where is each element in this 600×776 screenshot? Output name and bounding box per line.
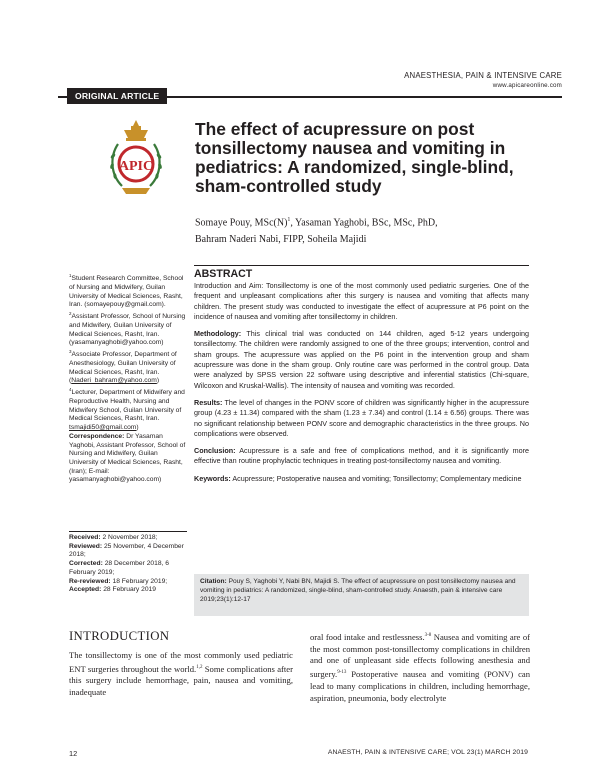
citation-box — [194, 574, 529, 616]
intro-column-2: oral food intake and restlessness.$^{3-8}$ Nausea and vomiting are of the most common post-tonsillectomy complications in children and one of unpleasant side effects following anesthesia and surgery.$^{9-13}$ Postoperative nausea and vomiting (PONV) can lead to many complications in children, including hemorrhage, aspiration, pneumonia, body electrolyte — [310, 631, 530, 703]
methodology-label: Methodology: — [194, 329, 242, 339]
abstract-keywords — [194, 474, 529, 484]
intro-column-1: The tonsillectomy is one of the most commonly used pediatric ENT surgeries throughout the world.$^{1,2}$ Some complications after this surgery include hemorrhage, pain, nausea and vomiting, inadequate — [69, 650, 293, 698]
article-dates — [69, 534, 187, 595]
footer-journal: ANAESTH, PAIN & INTENSIVE CARE; VOL 23(1) MARCH 2019 — [327, 749, 528, 756]
affiliation-1: $^1$Student Research Committee, School of Nursing and Midwifery, Guilan University of Medical Sciences, Rasht, Iran. (somayepouy@gmail.com). — [69, 273, 184, 309]
authors-line-2: Bahram Naderi Nabi, FIPP, Soheila Majidi — [195, 234, 367, 246]
affiliation-3-email-link[interactable]: Naderi_bahram@yahoo.com — [71, 377, 157, 385]
date-accepted: Accepted: 28 February 2019 — [69, 586, 156, 594]
abstract-conclusion — [194, 446, 529, 467]
affiliation-2: $^2$Assistant Professor, School of Nursing and Midwifery, Guilan University of Medical Sciences, Rasht, Iran. (yasamanyaghobi@yahoo.com) — [69, 311, 186, 347]
date-reviewed: Reviewed: 25 November, 4 December 2018; — [69, 542, 184, 559]
abstract-intro: Introduction and Aim: Tonsillectomy is one of the most commonly used pediatric surgeries. One of the frequent and unpleasant complications after this surgery is nausea and vomiting that affects many children. The present study was conducted to investigate the effect of acupressure at P6 point on the incidence of nausea and vomiting after tonsillectomy in children. — [194, 281, 529, 321]
keywords-label: Keywords: — [194, 473, 231, 483]
citation-ref[interactable]: 9-13 — [337, 670, 347, 676]
date-rereviewed: Re-reviewed: 18 February 2019; — [69, 577, 168, 585]
conclusion-label: Conclusion: — [194, 446, 236, 456]
author-1: Somaye Pouy, MSc(N) — [195, 217, 288, 229]
author-list — [195, 212, 525, 248]
affiliation-4-email-link[interactable]: tsmajidi50@gmail.com — [69, 424, 137, 432]
abstract-body — [194, 281, 529, 491]
author-1-affiliation: 1 — [287, 217, 291, 223]
citation-ref[interactable]: 1,2 — [196, 664, 203, 670]
abstract-heading: ABSTRACT — [194, 265, 529, 280]
logo-text: APIC — [118, 159, 154, 174]
affiliation-3: $^3$Associate Professor, Department of Anesthesiology, Guilan University of Medical Sciences, Rasht, Iran. (Naderi_bahram@yahoo.com) — [69, 349, 177, 385]
methodology-text: This clinical trial was conducted on 144 children, aged 5-12 years undergoing tonsillectomy. The children were randomly assigned to one of the three groups; intervention, control and sham groups. The acupressure was applied on the P6 point in the intervention group and sham acupressure was done in the sham group. Only routine care was performed in the control group. Data were analyzed by SPSS version 22 software using descriptive and inferential statistics (Chi-square, Wilcoxon and Kruskal-Wallis). The intensity of nausea and vomiting was recorded. — [194, 329, 529, 390]
citation-label: Citation: — [200, 578, 227, 585]
journal-header — [404, 71, 562, 89]
results-label: Results: — [194, 397, 223, 407]
page-number: 12 — [69, 749, 78, 758]
results-text: The level of changes in the PONV score of children was significantly higher in the acupressure group (4.23 ± 11.34) compared with the sham (1.23 ± 7.34) and control (1.14 ± 6.56) groups. There was no significant relationship between PONV score and demographic characteristics in the three groups. No complications were observed. — [194, 397, 529, 438]
date-received: Received: 2 November 2018; — [69, 534, 158, 541]
abstract-methodology — [194, 329, 529, 391]
conclusion-text: Acupressure is a safe and free of complications method, and it is significantly more effective than routine prophylactic techniques in treating post-tonsillectomy nausea and vomiting. — [194, 446, 529, 466]
correspondence: Correspondence: Dr Yasaman Yaghobi, Assistant Professor, School of Nursing and Midwifery, Guilan University of Medical Sciences, Rasht, (Iran); E-mail: yasamanyaghobi@yahoo.com) — [69, 432, 186, 484]
affiliation-4: $^4$Lecturer, Department of Midwifery and Reproductive Health, Nursing and Midwifery School, Guilan University of Medical Sciences, Rasht, Iran. tsmajidi50@gmail.com) — [69, 387, 185, 432]
affiliations-sidebar — [69, 272, 187, 485]
author-2: , Yasaman Yaghobi, BSc, MSc, PhD, — [290, 217, 438, 229]
sidebar-divider — [69, 531, 187, 532]
keywords-text: Acupressure; Postoperative nausea and vomiting; Tonsillectomy; Complementary medicine — [232, 473, 522, 483]
introduction-heading: INTRODUCTION — [69, 629, 170, 643]
journal-logo — [104, 118, 168, 198]
article-title: The effect of acupressure on post tonsillectomy nausea and vomiting in pediatrics: A randomized, single-blind, sham-controlled study — [195, 119, 514, 196]
citation-text: Pouy S, Yaghobi Y, Nabi BN, Majidi S. The effect of acupressure on post tonsillectomy nausea and vomiting in pediatrics: A randomized, single-blind, sham-controlled study. Anaesth, pain & intensive care 2019;23(1):12-17 — [200, 578, 516, 603]
abstract-results — [194, 398, 529, 439]
date-corrected: Corrected: 28 December 2018, 6 February 2019; — [69, 560, 170, 576]
citation-ref[interactable]: 3-8 — [424, 633, 432, 638]
journal-website[interactable]: www.apicareonline.com — [492, 82, 562, 89]
article-type-badge: ORIGINAL ARTICLE — [67, 88, 167, 104]
journal-name: ANAESTHESIA, PAIN & INTENSIVE CARE — [404, 71, 562, 80]
